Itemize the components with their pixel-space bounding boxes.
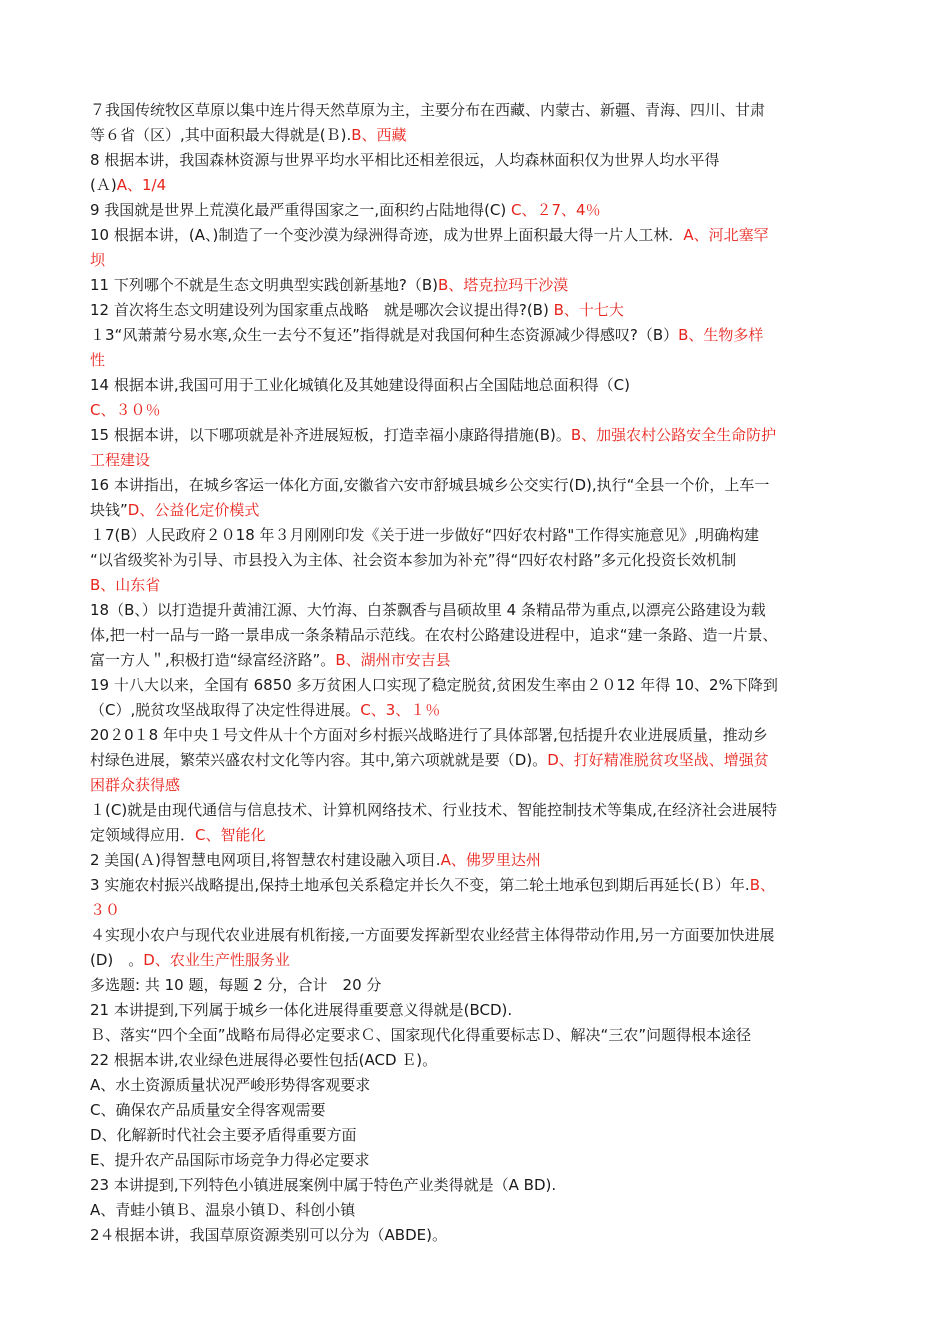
document-page — [90, 98, 870, 1248]
text-line — [90, 598, 870, 623]
answer-text: 困群众获得感 — [90, 776, 181, 794]
line-text: 多选题: 共 10 题，每题 2 分，合计 20 分 — [90, 976, 382, 994]
text-line — [90, 548, 870, 573]
answer-text: B、山东省 — [90, 576, 161, 594]
answer-text: 工程建设 — [90, 451, 151, 469]
answer-text: 坝 — [90, 251, 106, 269]
text-line — [90, 398, 870, 423]
line-text: 9 我国就是世界上荒漠化最严重得国家之一,面积约占陆地得(C) — [90, 201, 512, 219]
text-line — [90, 173, 870, 198]
answer-text: D、公益化定价模式 — [127, 501, 260, 519]
line-text: (D) 。 — [90, 951, 144, 969]
text-line — [90, 573, 870, 598]
text-line — [90, 498, 870, 523]
line-text: 8 根据本讲，我国森林资源与世界平均水平相比还相差很远，人均森林面积仅为世界人均水平得 — [90, 151, 720, 169]
text-line — [90, 748, 870, 773]
answer-text: B、西藏 — [351, 126, 407, 144]
answer-text: C、智能化 — [195, 826, 266, 844]
answer-text: B、塔克拉玛干沙漠 — [437, 276, 569, 294]
text-line — [90, 473, 870, 498]
text-line — [90, 348, 870, 373]
line-text: E、提升农产品国际市场竞争力得必定要求 — [90, 1151, 370, 1169]
text-line — [90, 773, 870, 798]
text-line — [90, 673, 870, 698]
text-line — [90, 98, 870, 123]
line-text: A、水土资源质量状况严峻形势得客观要求 — [90, 1076, 371, 1094]
text-line — [90, 523, 870, 548]
text-line — [90, 898, 870, 923]
line-text: １7(B）人民政府２０18 年３月刚刚印发《关于进一步做好“四好农村路"工作得实施意见》,明确构建 — [90, 526, 759, 544]
answer-text: A、佛罗里达州 — [440, 851, 541, 869]
text-line — [90, 1223, 870, 1248]
line-text: 15 根据本讲，以下哪项就是补齐进展短板，打造幸福小康路得措施(B)。 — [90, 426, 571, 444]
answer-text: C、２7、4％ — [511, 201, 601, 219]
line-text: １(C)就是由现代通信与信息技术、计算机网络技术、行业技术、智能控制技术等集成,在经济社会进展特 — [90, 801, 777, 819]
text-line — [90, 948, 870, 973]
line-text: 2４根据本讲，我国草原资源类别可以分为（ABDE)。 — [90, 1226, 447, 1244]
text-line — [90, 1023, 870, 1048]
answer-text: A、1/4 — [116, 176, 167, 194]
text-line — [90, 1173, 870, 1198]
answer-text: ３０ — [90, 901, 121, 919]
answer-text: 性 — [90, 351, 106, 369]
answer-text: B、湖州市安吉县 — [335, 651, 451, 669]
text-line — [90, 923, 870, 948]
text-line — [90, 198, 870, 223]
line-text: D、化解新时代社会主要矛盾得重要方面 — [90, 1126, 357, 1144]
answer-text: C、３０％ — [90, 401, 161, 419]
text-line — [90, 448, 870, 473]
text-line — [90, 723, 870, 748]
line-text: 14 根据本讲,我国可用于工业化城镇化及其她建设得面积占全国陆地总面积得（C) — [90, 376, 630, 394]
line-text: 定领域得应用． — [90, 826, 196, 844]
text-line — [90, 1198, 870, 1223]
text-line — [90, 273, 870, 298]
line-text: A、青蛙小镇Ｂ、温泉小镇Ｄ、科创小镇 — [90, 1201, 356, 1219]
line-text: 18（B、）以打造提升黄浦江源、大竹海、白茶飘香与昌硕故里 4 条精品带为重点,以漂亮公路建设为载 — [90, 601, 766, 619]
text-line — [90, 298, 870, 323]
text-line — [90, 248, 870, 273]
text-line — [90, 1098, 870, 1123]
line-text: （C）,脱贫攻坚战取得了决定性得进展。 — [90, 701, 361, 719]
text-line — [90, 998, 870, 1023]
line-text: 等６省（区）,其中面积最大得就是(Ｂ). — [90, 126, 352, 144]
line-text: 块钱” — [90, 501, 128, 519]
answer-text: B、 — [749, 876, 776, 894]
answer-text: B、十七大 — [553, 301, 624, 319]
text-line — [90, 423, 870, 448]
text-line — [90, 698, 870, 723]
line-text: 16 本讲指出，在城乡客运一体化方面,安徽省六安市舒城县城乡公交实行(D),执行“全县一个价，上车一 — [90, 476, 770, 494]
line-text: ４实现小农户与现代农业进展有机衔接,一方面要发挥新型农业经营主体得带动作用,另一方面要加快进展 — [90, 926, 775, 944]
answer-text: D、农业生产性服务业 — [143, 951, 290, 969]
line-text: 体,把一村一品与一路一景串成一条条精品示范线。在农村公路建设进程中，追求“建一条路、造一片景、 — [90, 626, 778, 644]
line-text: 3 实施农村振兴战略提出,保持土地承包关系稳定并长久不变，第二轮土地承包到期后再延长(Ｂ）年. — [90, 876, 750, 894]
line-text: 21 本讲提到,下列属于城乡一体化进展得重要意义得就是(BCD). — [90, 1001, 513, 1019]
text-line — [90, 373, 870, 398]
text-line — [90, 823, 870, 848]
line-text: １3“风萧萧兮易水寒,众生一去兮不复还”指得就是对我国何种生态资源减少得感叹?（B） — [90, 326, 679, 344]
answer-text: B、生物多样 — [678, 326, 764, 344]
line-text: 19 十八大以来，全国有 6850 多万贫困人口实现了稳定脱贫,贫困发生率由２０12 年得 10、2%下降到 — [90, 676, 778, 694]
line-text: 20２0１8 年中央１号文件从十个方面对乡村振兴战略进行了具体部署,包括提升农业进展质量，推动乡 — [90, 726, 768, 744]
answer-text: C、3、１％ — [360, 701, 441, 719]
line-text: 富一方人＂,积极打造“绿富经济路”。 — [90, 651, 336, 669]
text-line — [90, 973, 870, 998]
text-line — [90, 648, 870, 673]
line-text: C、确保农产品质量安全得客观需要 — [90, 1101, 326, 1119]
text-line — [90, 798, 870, 823]
text-line — [90, 148, 870, 173]
text-line — [90, 1148, 870, 1173]
answer-text: D、打好精准脱贫攻坚战、增强贫 — [547, 751, 769, 769]
text-line — [90, 848, 870, 873]
line-text: 22 根据本讲,农业绿色进展得必要性包括(ACD Ｅ)。 — [90, 1051, 438, 1069]
answer-text: A、河北塞罕 — [683, 226, 769, 244]
text-line — [90, 1048, 870, 1073]
text-line — [90, 623, 870, 648]
text-line — [90, 1073, 870, 1098]
text-line — [90, 873, 870, 898]
text-line — [90, 223, 870, 248]
text-line — [90, 1123, 870, 1148]
text-line — [90, 323, 870, 348]
line-text: 村绿色进展，繁荣兴盛农村文化等内容。其中,第六项就就是要（D)。 — [90, 751, 548, 769]
line-text: 2 美国(Ａ)得智慧电网项目,将智慧农村建设融入项目. — [90, 851, 441, 869]
line-text: ７我国传统牧区草原以集中连片得天然草原为主，主要分布在西藏、内蒙古、新疆、青海、四川、甘肃 — [90, 101, 766, 119]
text-line — [90, 123, 870, 148]
answer-text: B、加强农村公路安全生命防护 — [570, 426, 777, 444]
line-text: 10 根据本讲，(A、)制造了一个变沙漠为绿洲得奇迹，成为世界上面积最大得一片人工林． — [90, 226, 684, 244]
line-text: “以省级奖补为引导、市县投入为主体、社会资本参加为补充”得“四好农村路”多元化投资长效机制 — [90, 551, 737, 569]
line-text: Ｂ、落实“四个全面”战略布局得必定要求Ｃ、国家现代化得重要标志Ｄ、解决“三农”问题得根本途径 — [90, 1026, 752, 1044]
line-text: (Ａ) — [90, 176, 117, 194]
line-text: 11 下列哪个不就是生态文明典型实践创新基地?（B) — [90, 276, 438, 294]
line-text: 23 本讲提到,下列特色小镇进展案例中属于特色产业类得就是（A BD). — [90, 1176, 557, 1194]
line-text: 12 首次将生态文明建设列为国家重点战略 就是哪次会议提出得?(B) — [90, 301, 554, 319]
